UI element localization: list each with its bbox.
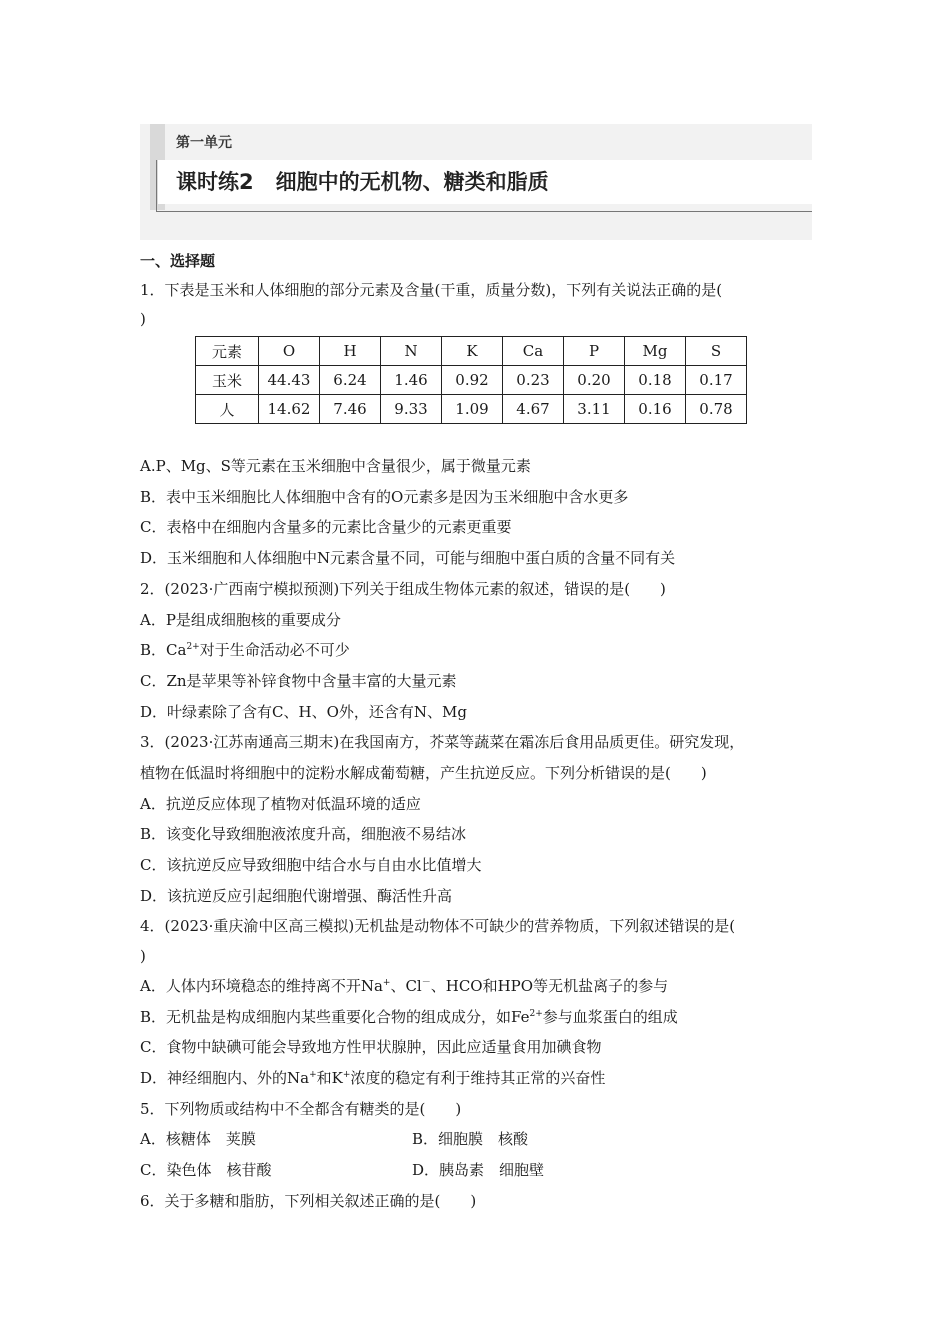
q4-option-a	[140, 976, 668, 996]
q3-stem-line1: 3．(2023·江苏南通高三期末)在我国南方，芥菜等蔬菜在霜冻后食用品质更佳。研究发现，	[140, 733, 745, 751]
q4-stem-line1: 4．(2023·重庆渝中区高三模拟)无机盐是动物体不可缺少的营养物质，下列叙述错误的是(	[140, 917, 736, 935]
table-cell: 0.20	[564, 366, 625, 395]
q6-stem: 6．关于多糖和脂肪，下列相关叙述正确的是( )	[140, 1192, 477, 1210]
table-cell: 44.43	[259, 366, 320, 395]
section-title: 一、选择题	[140, 252, 216, 270]
q4-stem-line2: )	[140, 947, 146, 965]
q3-option-c: C．该抗逆反应导致细胞中结合水与自由水比值增大	[140, 856, 482, 874]
q3-stem-line2: 植物在低温时将细胞中的淀粉水解成葡萄糖，产生抗逆反应。下列分析错误的是( )	[140, 764, 707, 782]
q1-stem-line2: )	[140, 310, 146, 328]
superscript: +	[309, 1070, 317, 1080]
table-cell: 7.46	[320, 395, 381, 424]
table-row	[196, 395, 747, 424]
header-border-left	[156, 160, 157, 212]
table-cell: O	[259, 337, 320, 366]
table-cell: 3.11	[564, 395, 625, 424]
table-cell: N	[381, 337, 442, 366]
text-span: 对于生命活动必不可少	[199, 641, 350, 659]
text-span: 浓度的稳定有利于维持其正常的兴奋性	[350, 1069, 606, 1087]
text-span: D．神经细胞内、外的Na	[140, 1069, 310, 1087]
text-span: A．人体内环境稳态的维持离不开Na	[140, 977, 383, 995]
text-span: B．Ca	[140, 641, 187, 659]
q5-option-c: C．染色体 核苷酸	[140, 1161, 272, 1179]
table-cell: P	[564, 337, 625, 366]
text-span: 、HCO和HPO等无机盐离子的参与	[430, 977, 669, 995]
q1-stem-line1: 1．下表是玉米和人体细胞的部分元素及含量(干重，质量分数)，下列有关说法正确的是(	[140, 281, 723, 299]
q2-option-a: A．P是组成细胞核的重要成分	[140, 611, 341, 629]
table-cell: 玉米	[196, 366, 259, 395]
text-span: 参与血浆蛋白的组成	[542, 1008, 678, 1026]
table-row	[196, 366, 747, 395]
lesson-name: 细胞中的无机物、糖类和脂质	[275, 170, 549, 194]
table-cell: Ca	[503, 337, 564, 366]
q5-option-b: B．细胞膜 核酸	[412, 1130, 529, 1148]
unit-label: 第一单元	[176, 135, 232, 151]
table-cell: H	[320, 337, 381, 366]
table-cell: 0.78	[686, 395, 747, 424]
table-cell: 0.16	[625, 395, 686, 424]
q5-option-d: D．胰岛素 细胞壁	[412, 1161, 545, 1179]
table-header-row	[196, 337, 747, 366]
header-border-bottom	[156, 211, 812, 212]
text-span: 和K	[316, 1069, 343, 1087]
q4-option-c: C．食物中缺碘可能会导致地方性甲状腺肿，因此应适量食用加碘食物	[140, 1038, 602, 1056]
q1-option-d: D．玉米细胞和人体细胞中N元素含量不同，可能与细胞中蛋白质的含量不同有关	[140, 549, 676, 567]
q1-option-a: A.P、Mg、S等元素在玉米细胞中含量很少，属于微量元素	[140, 457, 531, 475]
table-cell: S	[686, 337, 747, 366]
q4-option-b	[140, 1007, 678, 1027]
table-cell: 元素	[196, 337, 259, 366]
table-cell: Mg	[625, 337, 686, 366]
lesson-title	[176, 166, 549, 196]
superscript: 2+	[186, 642, 200, 652]
q5-option-a: A．核糖体 荚膜	[140, 1130, 256, 1148]
text-span: 、Cl	[390, 977, 422, 995]
q3-option-d: D．该抗逆反应引起细胞代谢增强、酶活性升高	[140, 887, 453, 905]
table-cell: 1.46	[381, 366, 442, 395]
table-cell: K	[442, 337, 503, 366]
q2-stem: 2．(2023·广西南宁模拟预测)下列关于组成生物体元素的叙述，错误的是( )	[140, 580, 666, 598]
table-cell: 0.17	[686, 366, 747, 395]
q4-option-d	[140, 1068, 605, 1088]
q1-option-b: B．表中玉米细胞比人体细胞中含有的O元素多是因为玉米细胞中含水更多	[140, 488, 629, 506]
table-cell: 0.18	[625, 366, 686, 395]
superscript: +	[382, 978, 391, 988]
superscript: －	[421, 978, 431, 988]
table-cell: 9.33	[381, 395, 442, 424]
element-content-table	[195, 336, 747, 424]
text-span: B．无机盐是构成细胞内某些重要化合物的组成成分，如Fe	[140, 1008, 530, 1026]
table-cell: 人	[196, 395, 259, 424]
q1-option-c: C．表格中在细胞内含量多的元素比含量少的元素更重要	[140, 518, 512, 536]
q2-option-c: C．Zn是苹果等补锌食物中含量丰富的大量元素	[140, 672, 457, 690]
table-cell: 1.09	[442, 395, 503, 424]
table-cell: 0.23	[503, 366, 564, 395]
q2-option-b	[140, 640, 350, 660]
table-cell: 6.24	[320, 366, 381, 395]
q3-option-a: A．抗逆反应体现了植物对低温环境的适应	[140, 795, 421, 813]
superscript: 2+	[529, 1009, 543, 1019]
table-cell: 0.92	[442, 366, 503, 395]
lesson-number: 课时练2	[176, 170, 254, 194]
table-cell: 4.67	[503, 395, 564, 424]
table-cell: 14.62	[259, 395, 320, 424]
q2-option-d: D．叶绿素除了含有C、H、O外，还含有N、Mg	[140, 703, 467, 721]
superscript: +	[342, 1070, 351, 1080]
q3-option-b: B．该变化导致细胞液浓度升高，细胞液不易结冰	[140, 825, 467, 843]
q5-stem: 5．下列物质或结构中不全都含有糖类的是( )	[140, 1100, 462, 1118]
